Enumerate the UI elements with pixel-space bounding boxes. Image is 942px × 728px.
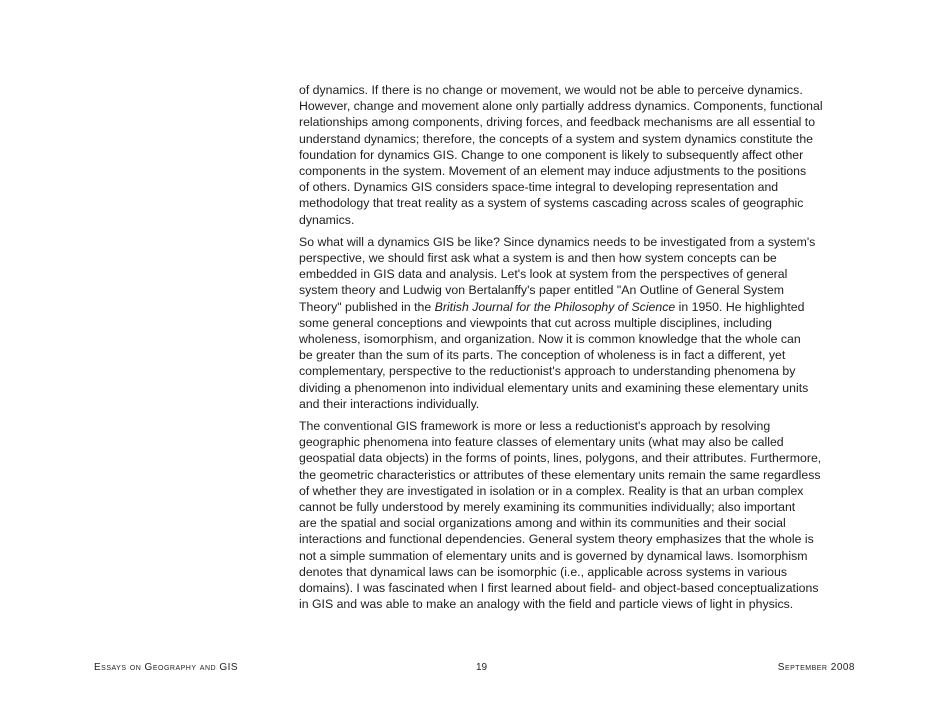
page-number: 19	[476, 662, 488, 673]
text-line: components in the system. Movement of an element may induce adjustments to the positions	[299, 164, 807, 179]
text-run: Theory" published in the	[299, 299, 435, 314]
text-run: in 1950. He highlighted	[675, 299, 805, 314]
text-line: of others. Dynamics GIS considers space-time integral to developing representation and	[299, 180, 779, 195]
text-line: dividing a phenomenon into individual elementary units and examining these elementary units	[299, 380, 809, 395]
text-line: geographic phenomena into feature classes of elementary units (what may also be called	[299, 435, 784, 450]
journal-title: British Journal for the Philosophy of Science	[434, 299, 676, 314]
text-line: system theory and Ludwig von Bertalanffy's paper entitled "An Outline of General System	[299, 283, 784, 298]
text-line: complementary, perspective to the reductionist's approach to understanding phenomena by	[299, 364, 796, 379]
text-line: foundation for dynamics GIS. Change to one component is likely to subsequently affect other	[299, 147, 804, 162]
text-line: dynamics.	[299, 212, 355, 227]
text-line: the geometric characteristics or attributes of these elementary units remain the same regardless	[299, 467, 821, 482]
text-line: wholeness, isomorphism, and organization. Now it is common knowledge that the whole can	[299, 332, 801, 347]
text-line: and their interactions individually.	[299, 396, 480, 411]
paragraph	[299, 82, 861, 228]
text-line: interactions and functional dependencies. General system theory emphasizes that the whole is	[299, 532, 814, 547]
paragraph	[299, 234, 861, 412]
footer-book-title: Essays on Geography and GIS	[94, 662, 239, 673]
text-line: are the spatial and social organizations among and within its communities and their social	[299, 516, 786, 531]
text-line: some general conceptions and viewpoints that cut across multiple disciplines, including	[299, 315, 773, 330]
text-line: not a simple summation of elementary units and is governed by dynamical laws. Isomorphism	[299, 548, 808, 563]
body-text	[299, 82, 861, 619]
page-footer	[0, 660, 942, 676]
text-line: relationships among components, driving forces, and feedback mechanisms are all essential to	[299, 115, 816, 130]
footer-date: September 2008	[777, 662, 855, 673]
text-line: of dynamics. If there is no change or movement, we would not be able to perceive dynamics.	[299, 83, 803, 97]
text-line: embedded in GIS data and analysis. Let's look at system from the perspectives of general	[299, 267, 788, 282]
text-line: So what will a dynamics GIS be like? Since dynamics needs to be investigated from a system's	[299, 234, 816, 249]
text-line: The conventional GIS framework is more or less a reductionist's approach by resolving	[299, 419, 771, 434]
text-line: perspective, we should first ask what a system is and then how system concepts can be	[299, 251, 777, 266]
text-line: domains). I was fascinated when I first learned about field- and object-based conceptualizations	[299, 581, 819, 596]
text-line: of whether they are investigated in isolation or in a complex. Reality is that an urban complex	[299, 483, 804, 498]
text-line: be greater than the sum of its parts. The conception of wholeness is in fact a different, yet	[299, 348, 786, 363]
text-line: cannot be fully understood by merely examining its communities individually; also important	[299, 500, 796, 515]
text-line: understand dynamics; therefore, the concepts of a system and system dynamics constitute the	[299, 131, 813, 146]
text-line: in GIS and was able to make an analogy with the field and particle views of light in physics.	[299, 597, 794, 612]
text-line	[299, 299, 861, 315]
text-line: geospatial data objects) in the forms of points, lines, polygons, and their attributes. Furthermore,	[299, 451, 822, 466]
paragraph	[299, 418, 861, 612]
text-line: However, change and movement alone only partially address dynamics. Components, functional	[299, 99, 823, 114]
text-line: methodology that treat reality as a system of systems cascading across scales of geographic	[299, 196, 804, 211]
text-line: denotes that dynamical laws can be isomorphic (i.e., applicable across systems in various	[299, 564, 788, 579]
